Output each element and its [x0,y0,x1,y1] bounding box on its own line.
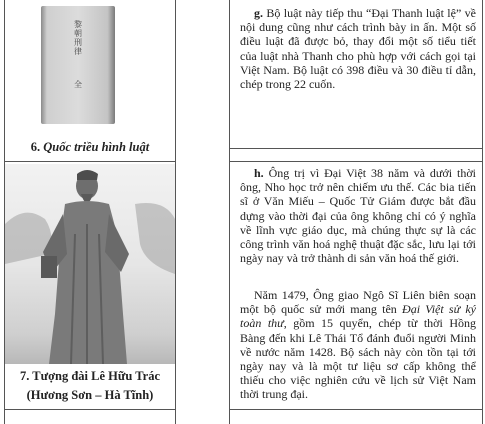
divider-right-2 [230,161,482,162]
entry-h-p2-after: , gồm 15 quyển, chép từ thời Hồng Bàng đến khi Lê Thái Tổ đánh đuổi người Minh về nước năm 1428. Bộ sách này còn tồn tại tới ngày nay và là một tư liệu sơ cấp không thể thiếu cho việc nghiên cứu về lịch sử Việt Nam thời trung đại. [240,316,476,402]
statue-figure [5,164,175,364]
entry-h-p2-italic: Đại Việt sử ký toàn thư [240,302,476,331]
entry-h [240,166,476,265]
divider-left-2 [5,409,175,410]
entry-g-text: Bộ luật này tiếp thu “Đại Thanh luật lệ” về nội dung cũng như cách trình bày in ấn. Một số điều luật đã được bỏ, thay đổi một số tiểu tiết của luật nhà Thanh cho phù hợp với cách gọi tại Việt Nam. Bộ luật có 398 điều và 30 điều tỉ dẫn, chép trong 22 cuốn. [240,6,477,92]
entry-h-label: h. [254,166,264,180]
caption-7 [5,367,175,405]
statue-image [5,164,175,364]
divider-right-3 [230,409,482,410]
divider-left-1 [5,161,175,162]
caption-6-number: 6. [30,140,41,154]
entry-h-paragraph-2 [240,288,476,402]
caption-6-title: Quốc triều hình luật [43,140,150,154]
entry-h-text: Ông trị vì Đại Việt 38 năm và dưới thời ông, Nho học trở nên chiếm ưu thế. Các bia tiến sĩ ở Văn Miếu – Quốc Tử Giám được bắt đầu dựng vào thời đại của ông không chỉ có ý nghĩa về lĩnh vực giáo dục, mà chúng thực sự là các công trình văn hoá nghệ thuật đặc sắc, lưu lại tới ngày nay và trở thành di sản văn hoá thế giới. [240,166,477,266]
right-column [229,0,483,424]
book-image [41,6,115,124]
entry-g-label: g. [254,6,263,20]
caption-7-line2: (Hương Sơn – Hà Tĩnh) [26,388,154,402]
book-title-text: 黎朝刑律 [73,20,83,56]
caption-6 [5,138,175,157]
caption-7-line1: 7. Tượng đài Lê Hữu Trác [19,369,160,383]
entry-h-p2-before: Năm 1479, Ông giao Ngô Sĩ Liên biên soạn một bộ quốc sử mới mang tên [240,288,476,317]
book-sub-text: 全 [73,80,83,89]
divider-right-1 [230,148,482,149]
left-column [4,0,176,424]
entry-g [240,6,476,91]
